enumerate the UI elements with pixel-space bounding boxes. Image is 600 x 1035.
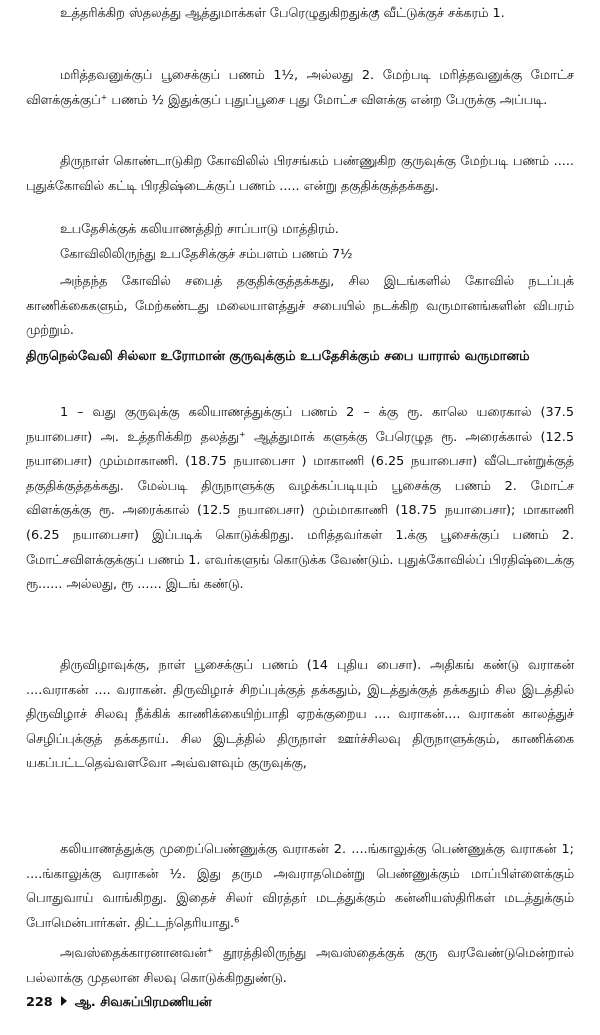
paragraph-last-rites: அவஸ்தைக்காரனானவன்⁺ தூரத்திலிருந்து அவஸ்தைக்குக் குரு வரவேண்டுமென்றால் பல்லாக்கு முதலான சிலவு கொடுக்கிறதுண்டு. xyxy=(26,946,574,986)
triangle-right-icon xyxy=(61,996,67,1006)
section-heading: திருநெல்வேலி சில்லா உரோமான் குருவுக்கும் உபதேசிக்கும் சபை யாரால் வருமானம் xyxy=(26,349,530,364)
paragraph-purgatory-fee: உத்தரிக்கிற ஸ்தலத்து ஆத்துமாக்கள் பேரெழுதுகிறதுக்கு வீட்டுக்குச் சக்கரம் 1. xyxy=(60,6,505,21)
paragraph-priest-marriage-fees: 1 – வது குருவுக்கு கலியாணத்துக்குப் பணம் 2 – க்கு ரூ. காலெ யரைகால் (37.5 நயாபைசா) அ. உத்தரிக்கிற தலத்து⁺ ஆத்துமாக் களுக்கு பேரெழுத ரூ. அரைக்கால் (12.5 நயாபைசா) மும்மாகாணி. (18.75 நயாபைசா ) மாகாணி (6.25 நயாபைசா) வீடொன்றுக்குத் தகுதிக்குத்தக்கது. மேல்படி திருநாளுக்கு வழக்கப்படியும் பூசைக்கு பணம் 2. மோட்ச விளக்குக்கு ரூ. அரைக்கால் (12.5 நயாபைசா) மும்மாகாணி (18.75 நயாபைசா); மாகாணி (6.25 நயாபைசா) இப்படிக் கொடுக்கிறது. மரித்தவர்கள் 1.க்கு பூசைக்குப் பணம் 2. மோட்சவிளக்குக்குப் பணம் 1. எவர்களுங் கொடுக்க வேண்டும். புதுக்கோவில்ப் பிரதிஷ்டைக்கு ரூ...... அல்லது, ரூ ...... இடங் கண்டு. xyxy=(26,405,574,593)
paragraph-festival-sermon: திருநாள் கொண்டாடுகிற கோவிலில் பிரசங்கம் பண்ணுகிற குருவுக்கு மேற்படி பணம் ..... புதுக்கோவில் கட்டி பிரதிஷ்டைக்குப் பணம் ..... என்று தகுதிக்குத்தக்கது. xyxy=(26,154,574,194)
author-name: ஆ. சிவசுப்பிரமணியன் xyxy=(74,995,212,1010)
paragraph-festival-fees: திருவிழாவுக்கு, நாள் பூசைக்குப் பணம் (14 புதிய பைசா). அதிகங் கண்டு வராகன் ....வராகன் .... வராகன். திருவிழாச் சிறப்புக்குத் தக்கதும், இடத்துக்குத் தக்கதும் சில இடத்தில் திருவிழாச் சிலவு நீக்கிக் காணிக்கையிற்பாதி ஏறக்குறைய .... வராகன்.... வராகன் காலத்துச் செழிப்புக்குத் தக்கதாய். சில இடத்தில் திருநாள் ஊர்ச்சிலவு திருநாளுக்கும், காணிக்கை யகப்பட்டதெவ்வளவோ அவ்வளவும் குருவுக்கு, xyxy=(26,658,574,772)
line-catechist-salary: கோவிலிலிருந்து உபதேசிக்குச் சம்பளம் பணம் 7½ xyxy=(60,247,353,262)
page-footer xyxy=(26,993,211,1013)
line-catechist-meal: உபதேசிக்குக் கலியாணத்திற் சாப்பாடு மாத்திரம். xyxy=(60,222,339,237)
page-number: 228 xyxy=(26,995,53,1010)
paragraph-church-income: அந்தந்த கோவில் சபைத் தகுதிக்குத்தக்கது, சில இடங்களில் கோவில் நடப்புக் காணிக்கைகளும், மேற்கண்டது மலையாளத்துச் சபையில் நடக்கிற வருமானங்களின் விபரம் முற்றும். xyxy=(26,274,574,339)
paragraph-bride-fees: கலியாணத்துக்கு முறைப்பெண்ணுக்கு வராகன் 2. ....ங்காலுக்கு பெண்ணுக்கு வராகன் 1; ....ங்காலுக்கு வராகன் ½. இது தரும அவராதமென்று பெண்ணுக்கும் மாப்பிள்ளைக்கும் பொதுவாய் வாங்கிறது. இதைச் சிலர் விரத்தர் மடத்துக்கும் கன்னியஸ்திரிகள் மடத்துக்கும் போமென்பார்கள். திட்டந்தெரியாது.⁶ xyxy=(26,842,574,931)
paragraph-deceased-mass: மரித்தவனுக்குப் பூசைக்குப் பணம் 1½, அல்லது 2. மேற்படி மரித்தவனுக்கு மோட்ச விளக்குக்குப்⁺ பணம் ½ இதுக்குப் புதுப்பூசை புது மோட்ச விளக்கு என்ற பேருக்கு அப்படி. xyxy=(26,68,574,108)
